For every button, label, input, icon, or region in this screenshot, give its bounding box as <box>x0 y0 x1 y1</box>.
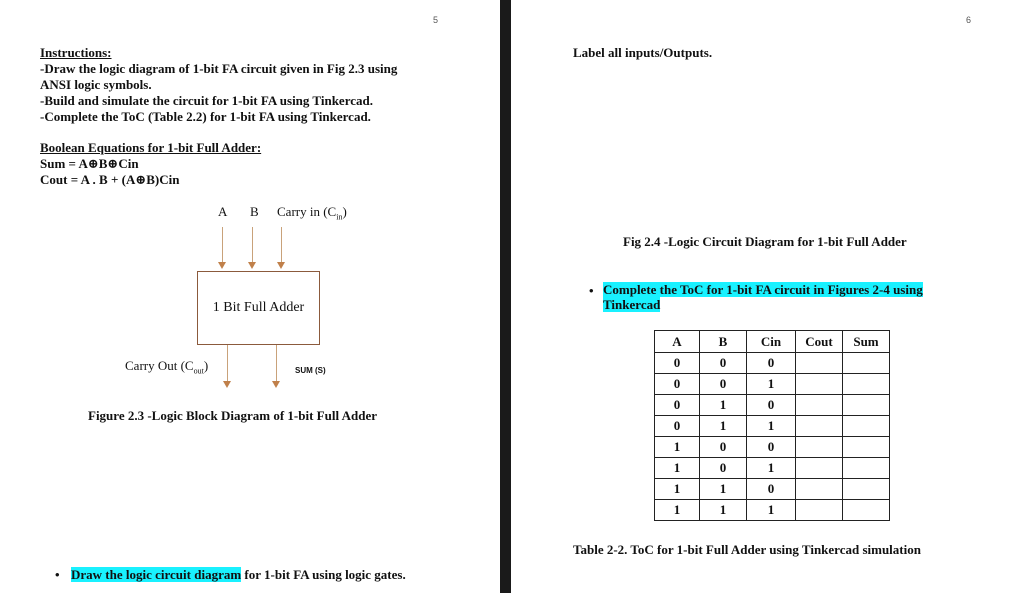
header-a: A <box>655 331 700 353</box>
carry-in-line <box>281 227 282 263</box>
table-cell[interactable] <box>796 500 843 521</box>
table-row <box>655 479 890 500</box>
table-cell[interactable] <box>843 437 890 458</box>
table-cell: 0 <box>655 353 700 374</box>
instruction-line: -Complete the ToC (Table 2.2) for 1-bit FA using Tinkercad. <box>40 109 371 124</box>
task-line: Complete the ToC for 1-bit FA circuit in Figures 2-4 using <box>603 282 923 297</box>
left-page <box>0 0 500 593</box>
table-cell[interactable] <box>843 416 890 437</box>
table-cell[interactable] <box>796 374 843 395</box>
input-a-label: A <box>218 204 228 219</box>
sum-output-label: SUM (S) <box>295 366 326 375</box>
table-cell: 1 <box>747 458 796 479</box>
table-cell[interactable] <box>843 479 890 500</box>
table-cell[interactable] <box>843 395 890 416</box>
label-note: Label all inputs/Outputs. <box>573 45 713 60</box>
table-row <box>655 374 890 395</box>
arrow-down-icon <box>248 262 256 269</box>
bullet-icon: • <box>55 567 60 582</box>
table-cell: 0 <box>655 395 700 416</box>
arrow-down-icon <box>277 262 285 269</box>
table-cell: 0 <box>655 416 700 437</box>
instruction-line: -Build and simulate the circuit for 1-bit FA using Tinkercad. <box>40 93 373 108</box>
table-cell: 0 <box>700 458 747 479</box>
table-header-row <box>655 331 890 353</box>
input-b-line <box>252 227 253 263</box>
instruction-line: -Draw the logic diagram of 1-bit FA circuit given in Fig 2.3 using <box>40 61 398 76</box>
cout-equation: Cout = A . B + (A⊕B)Cin <box>40 172 180 187</box>
header-cout: Cout <box>796 331 843 353</box>
table-row <box>655 437 890 458</box>
table-cell[interactable] <box>796 458 843 479</box>
table-cell[interactable] <box>796 353 843 374</box>
table-cell: 1 <box>700 500 747 521</box>
full-adder-block <box>197 271 320 345</box>
figure-caption: Figure 2.3 -Logic Block Diagram of 1-bit Full Adder <box>88 408 377 423</box>
task-line: Tinkercad <box>603 297 661 312</box>
full-adder-label: 1 Bit Full Adder <box>212 300 305 315</box>
sum-equation: Sum = A⊕B⊕Cin <box>40 156 139 171</box>
table-cell: 0 <box>747 353 796 374</box>
table-cell: 1 <box>747 500 796 521</box>
table-row <box>655 395 890 416</box>
carry-out-label: Carry Out $(C_{out})$ <box>125 358 209 376</box>
arrow-down-icon <box>218 262 226 269</box>
table-row <box>655 353 890 374</box>
table-cell: 0 <box>700 374 747 395</box>
table-cell: 1 <box>655 437 700 458</box>
task-item <box>71 567 406 583</box>
table-cell: 0 <box>747 437 796 458</box>
table-cell: 1 <box>700 395 747 416</box>
table-cell: 1 <box>655 479 700 500</box>
instruction-line: ANSI logic symbols. <box>40 77 152 92</box>
table-cell[interactable] <box>796 416 843 437</box>
page-divider <box>500 0 511 593</box>
table-row <box>655 500 890 521</box>
task-rest: for 1-bit FA using logic gates. <box>241 567 406 582</box>
table-cell: 1 <box>655 458 700 479</box>
arrow-down-icon <box>272 381 280 388</box>
table-cell: 1 <box>747 374 796 395</box>
table-cell[interactable] <box>796 437 843 458</box>
table-cell: 0 <box>747 395 796 416</box>
table-row <box>655 458 890 479</box>
page-number: 5 <box>433 15 439 25</box>
table-cell[interactable] <box>843 353 890 374</box>
arrow-down-icon <box>223 381 231 388</box>
sum-line <box>276 345 277 381</box>
instructions-heading: Instructions: <box>40 45 112 60</box>
input-b-label: B <box>250 204 259 219</box>
page-number: 6 <box>966 15 972 25</box>
table-cell[interactable] <box>796 479 843 500</box>
truth-table <box>654 330 890 521</box>
table-row <box>655 416 890 437</box>
header-b: B <box>700 331 747 353</box>
bullet-icon: • <box>589 283 594 298</box>
header-sum: Sum <box>843 331 890 353</box>
table-cell[interactable] <box>843 458 890 479</box>
table-cell: 0 <box>700 353 747 374</box>
table-cell: 0 <box>700 437 747 458</box>
table-cell: 0 <box>655 374 700 395</box>
fig-caption: Fig 2.4 -Logic Circuit Diagram for 1-bit Full Adder <box>623 234 907 249</box>
table-cell[interactable] <box>843 500 890 521</box>
table-cell: 1 <box>700 479 747 500</box>
table-caption: Table 2-2. ToC for 1-bit Full Adder using Tinkercad simulation <box>573 542 921 557</box>
table-cell[interactable] <box>796 395 843 416</box>
table-cell: 1 <box>655 500 700 521</box>
input-a-line <box>222 227 223 263</box>
table-cell: 1 <box>700 416 747 437</box>
table-cell[interactable] <box>843 374 890 395</box>
table-cell: 1 <box>747 416 796 437</box>
carry-out-line <box>227 345 228 381</box>
carry-in-label: Carry in $(C_{in})$ <box>277 204 347 222</box>
task-highlight: Draw the logic circuit diagram <box>71 567 242 582</box>
header-cin: Cin <box>747 331 796 353</box>
equations-heading: Boolean Equations for 1-bit Full Adder: <box>40 140 262 155</box>
table-cell: 0 <box>747 479 796 500</box>
